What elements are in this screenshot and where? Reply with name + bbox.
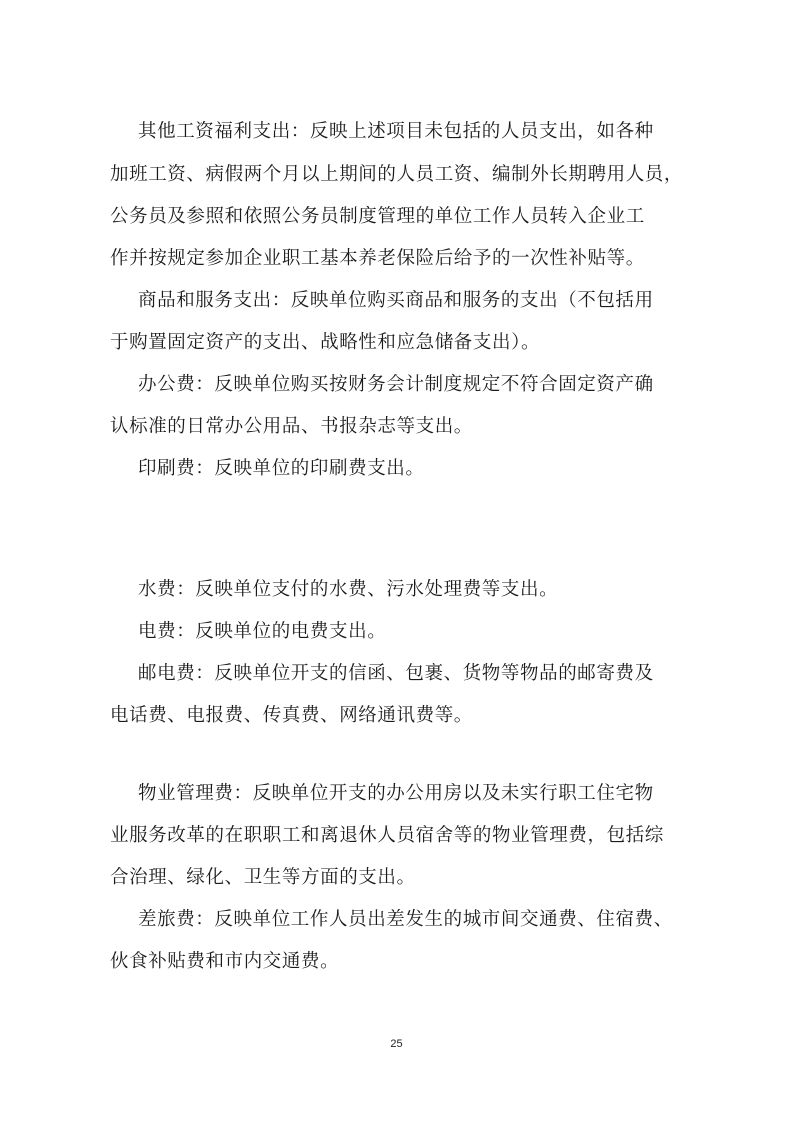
paragraph-property-management-line-2: 业服务改革的在职职工和离退休人员宿舍等的物业管理费，包括综 bbox=[110, 825, 664, 846]
paragraph-office-expense-line-1: 办公费：反映单位购买按财务会计制度规定不符合固定资产确 bbox=[138, 374, 654, 395]
paragraph-postal-telecom-line-1: 邮电费：反映单位开支的信函、包裹、货物等物品的邮寄费及 bbox=[138, 663, 654, 684]
paragraph-goods-services-line-1: 商品和服务支出：反映单位购买商品和服务的支出（不包括用 bbox=[138, 290, 654, 311]
paragraph-water-expense: 水费：反映单位支付的水费、污水处理费等支出。 bbox=[138, 579, 559, 600]
paragraph-postal-telecom-line-2: 电话费、电报费、传真费、网络通讯费等。 bbox=[110, 705, 473, 726]
paragraph-travel-expense-line-1: 差旅费：反映单位工作人员出差发生的城市间交通费、住宿费、 bbox=[138, 909, 673, 930]
page-number: 25 bbox=[390, 1038, 403, 1050]
paragraph-other-wages-line-2: 加班工资、病假两个月以上期间的人员工资、编制外长期聘用人员， bbox=[110, 164, 684, 185]
paragraph-other-wages-line-3: 公务员及参照和依照公务员制度管理的单位工作人员转入企业工 bbox=[110, 206, 645, 227]
paragraph-other-wages-line-1: 其他工资福利支出：反映上述项目未包括的人员支出，如各种 bbox=[138, 121, 654, 142]
paragraph-goods-services-line-2: 于购置固定资产的支出、战略性和应急储备支出）。 bbox=[110, 332, 541, 353]
paragraph-electricity-expense: 电费：反映单位的电费支出。 bbox=[138, 621, 387, 642]
paragraph-property-management-line-3: 合治理、绿化、卫生等方面的支出。 bbox=[110, 867, 416, 888]
paragraph-property-management-line-1: 物业管理费：反映单位开支的办公用房以及未实行职工住宅物 bbox=[138, 783, 654, 804]
paragraph-printing-expense: 印刷费：反映单位的印刷费支出。 bbox=[138, 458, 425, 479]
paragraph-other-wages-line-4: 作并按规定参加企业职工基本养老保险后给予的一次性补贴等。 bbox=[110, 248, 645, 269]
paragraph-office-expense-line-2: 认标准的日常办公用品、书报杂志等支出。 bbox=[110, 416, 473, 437]
paragraph-travel-expense-line-2: 伙食补贴费和市内交通费。 bbox=[110, 951, 340, 972]
